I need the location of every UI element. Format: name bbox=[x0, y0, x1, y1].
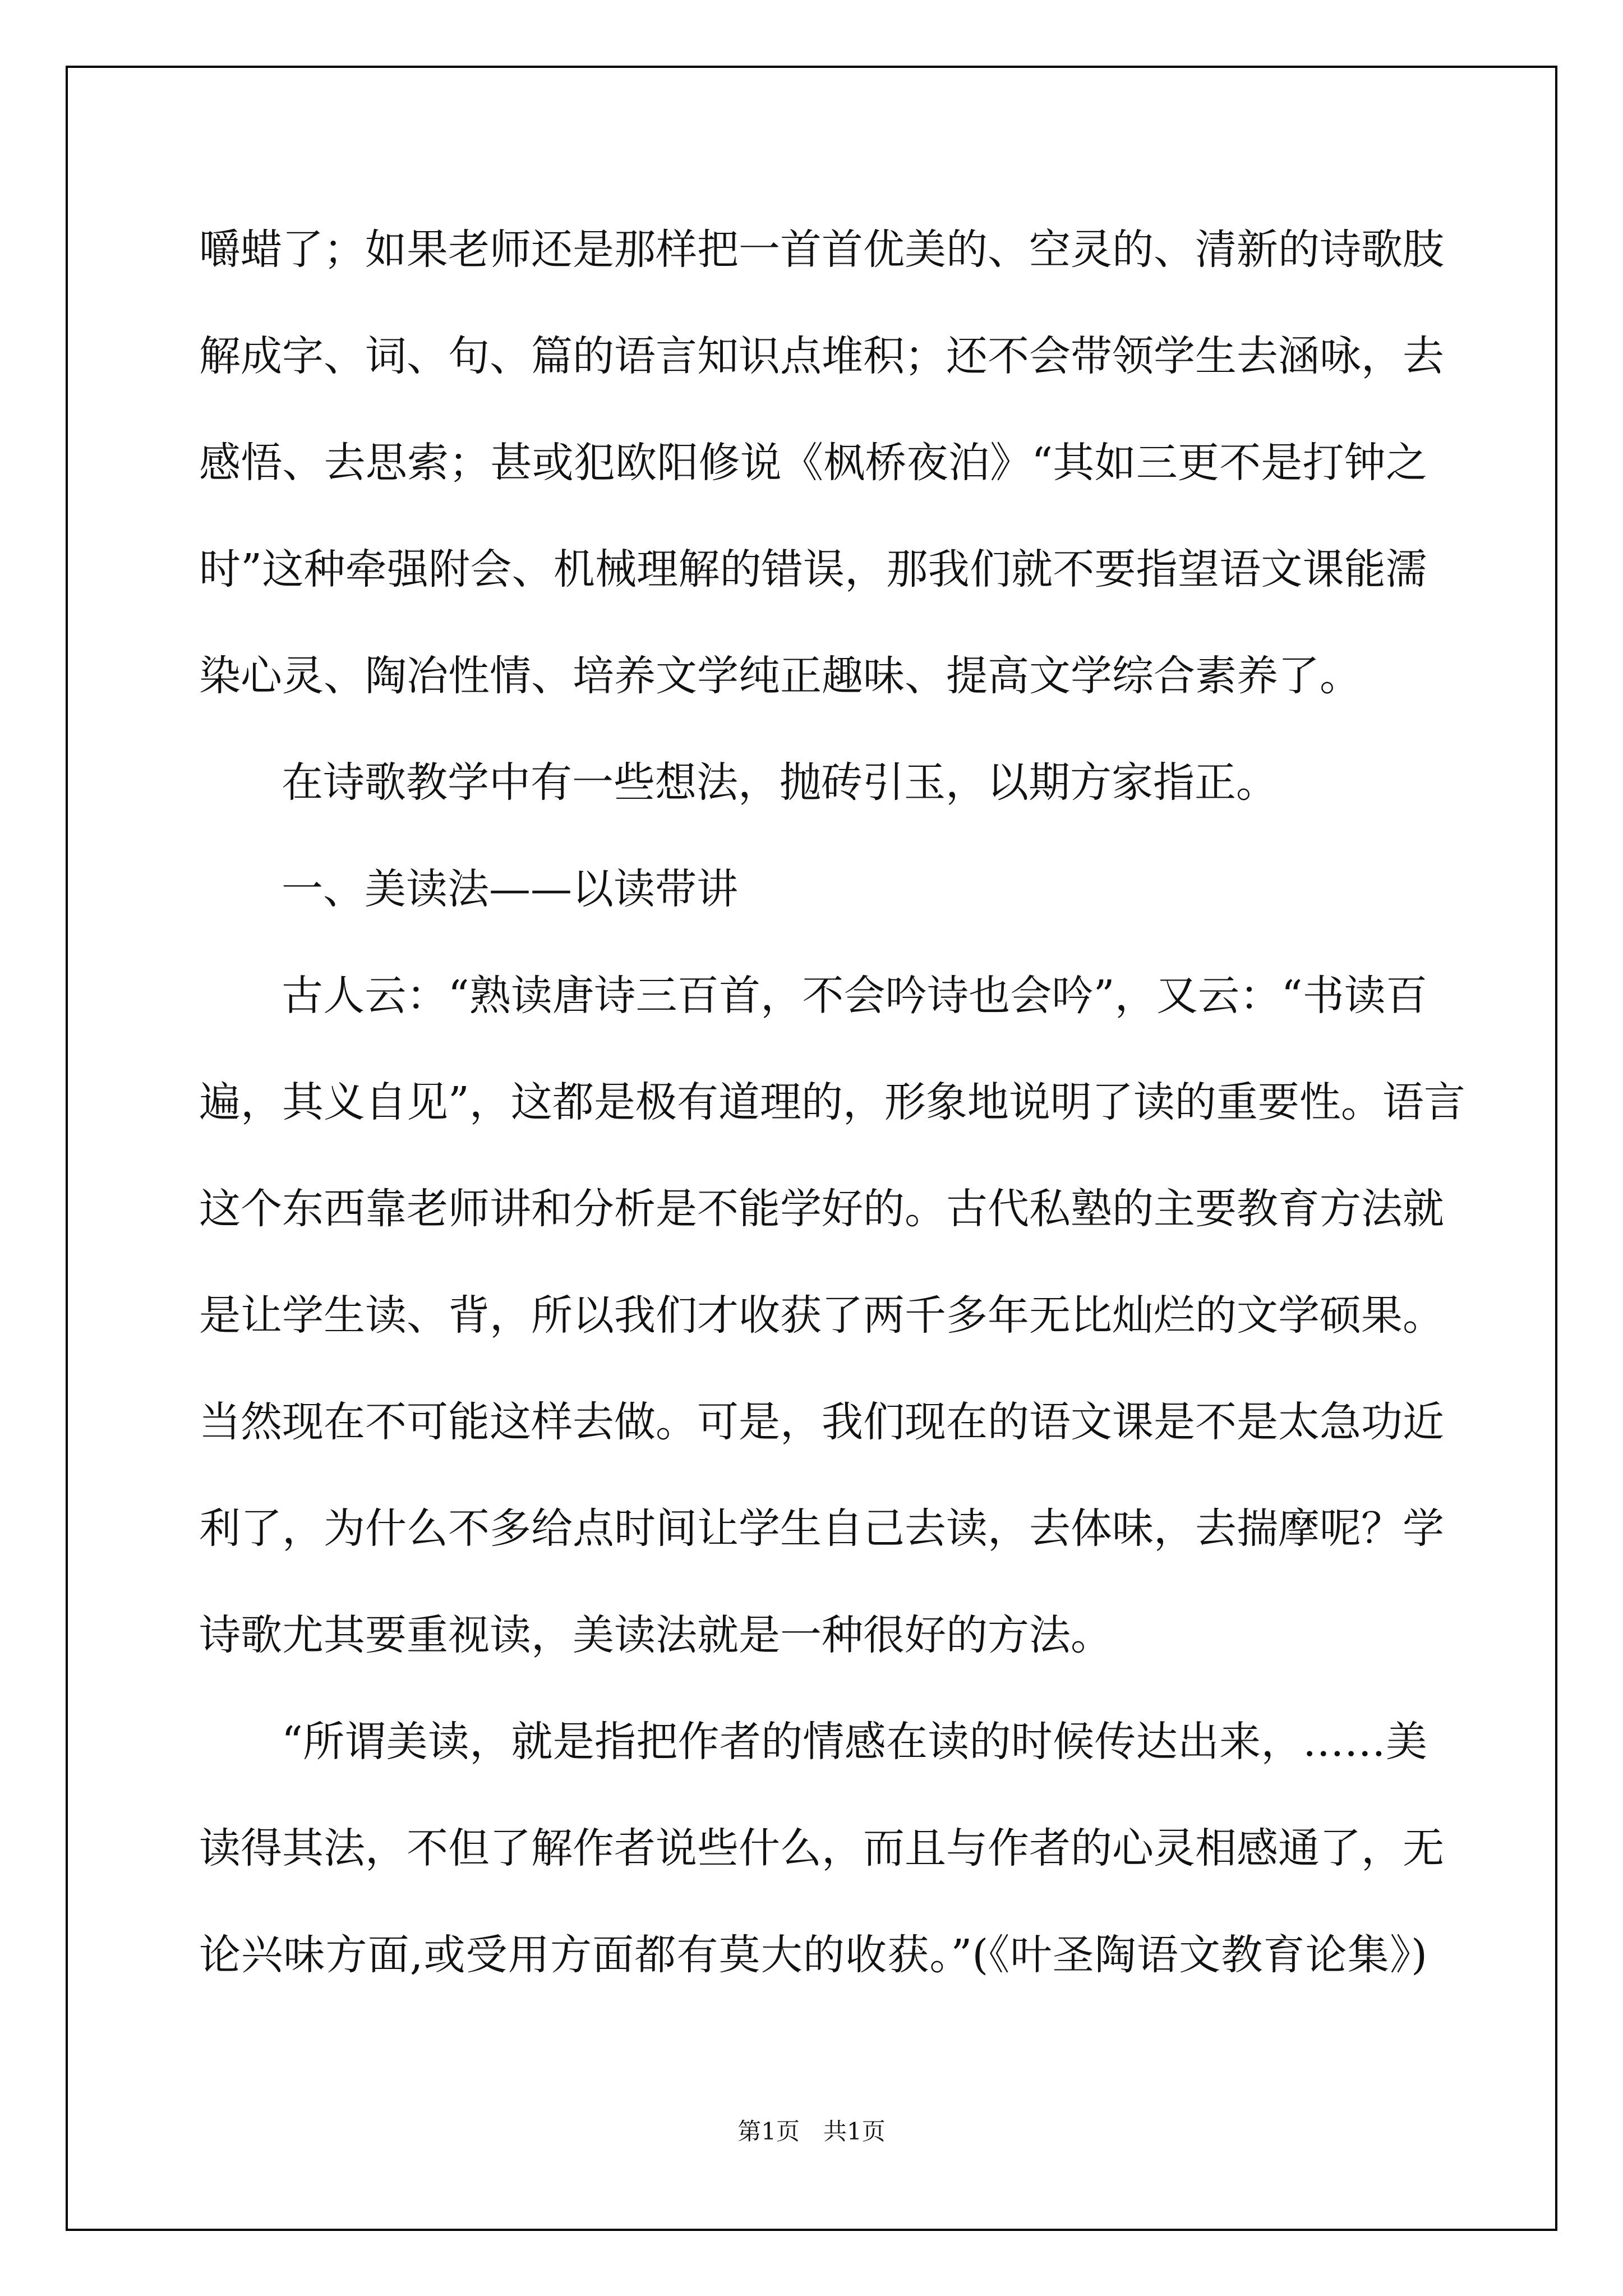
text-line: 时”这种牵强附会、机械理解的错误，那我们就不要指望语文课能濡 bbox=[199, 545, 1427, 593]
text-line: 染心灵、陶冶性情、培养文学纯正趣味、提高文学综合素养了。 bbox=[199, 652, 1361, 700]
paragraph-line: “所谓美读，就是指把作者的情感在读的时候传达出来，……美 bbox=[282, 1718, 1427, 1766]
text-line: 是让学生读、背，所以我们才收获了两千多年无比灿烂的文学硕果。 bbox=[199, 1291, 1444, 1340]
paragraph-line: 古人云：“熟读唐诗三百首，不会吟诗也会吟”，又云：“书读百 bbox=[282, 972, 1427, 1020]
text-line: 感悟、去思索；甚或犯欧阳修说《枫桥夜泊》“其如三更不是打钟之 bbox=[199, 439, 1427, 487]
text-line: 论兴味方面,或受用方面都有莫大的收获。”(《叶圣陶语文教育论集》) bbox=[199, 1931, 1427, 1979]
section-heading: 一、美读法——以读带讲 bbox=[282, 865, 738, 913]
text-line: 诗歌尤其要重视读，美读法就是一种很好的方法。 bbox=[199, 1611, 1112, 1659]
text-line: 遍，其义自见”，这都是极有道理的，形象地说明了读的重要性。语言 bbox=[199, 1078, 1465, 1126]
paragraph-line: 在诗歌教学中有一些想法，抛砖引玉，以期方家指正。 bbox=[282, 758, 1278, 807]
text-line: 当然现在不可能这样去做。可是，我们现在的语文课是不是太急功近 bbox=[199, 1398, 1444, 1446]
text-line: 嚼蜡了；如果老师还是那样把一首首优美的、空灵的、清新的诗歌肢 bbox=[199, 226, 1444, 274]
page-border bbox=[66, 66, 1557, 2231]
page-number: 第1页 共1页 bbox=[737, 2118, 886, 2145]
text-line: 读得其法，不但了解作者说些什么，而且与作者的心灵相感通了，无 bbox=[199, 1824, 1444, 1872]
text-line: 解成字、词、句、篇的语言知识点堆积；还不会带领学生去涵咏，去 bbox=[199, 332, 1444, 380]
text-line: 利了，为什么不多给点时间让学生自己去读，去体味，去揣摩呢？学 bbox=[199, 1504, 1444, 1553]
text-line: 这个东西靠老师讲和分析是不能学好的。古代私塾的主要教育方法就 bbox=[199, 1185, 1444, 1233]
